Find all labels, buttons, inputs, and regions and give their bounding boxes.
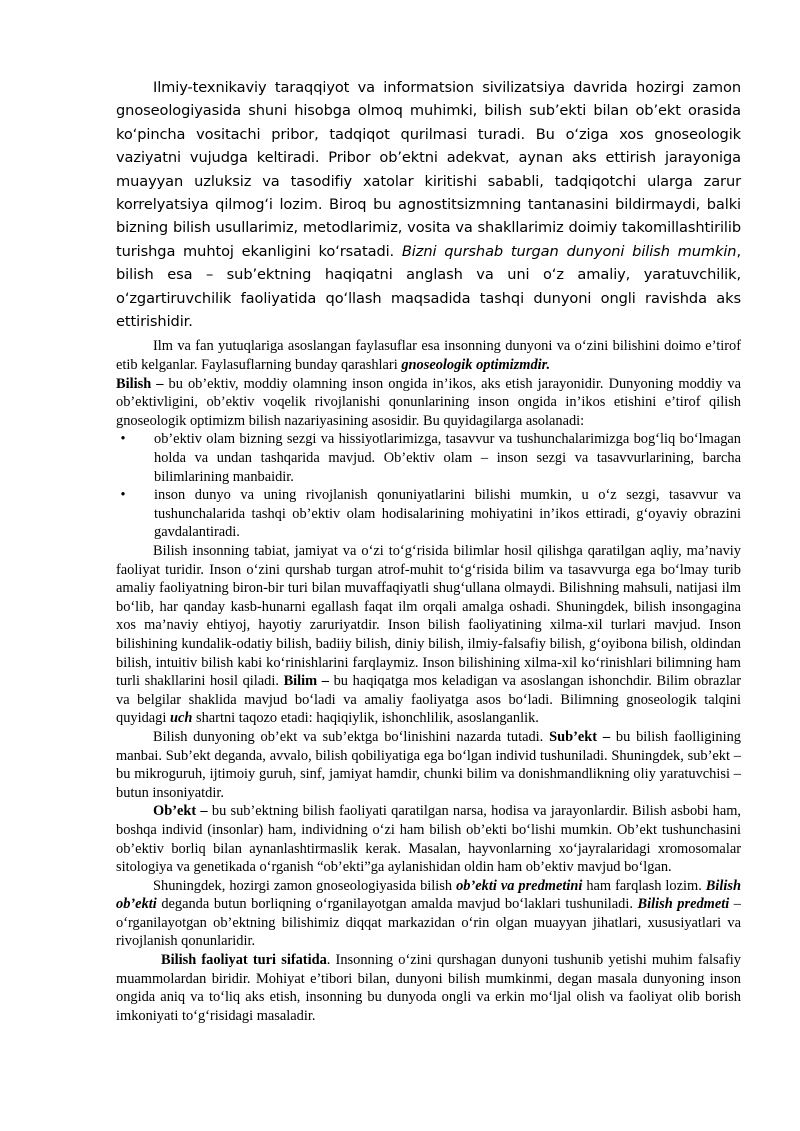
bullet-list bbox=[116, 430, 741, 542]
bullet-text: ob’ektiv olam bizning sezgi va hissiyotlarimizga, tasavvur va tushunchalarimizga bog‘liq bo‘lmagan holda va undan tashqarida mavjud. Ob’ektiv olam – inson sezgi va tasavvurlarining, barcha bilimlarining manbaidir. bbox=[154, 431, 741, 485]
p7-text-a: . Insonning o‘zini qurshagan dunyoni tushunib yetishi muhim falsafiy muammolardan biridir. Mohiyat e’tibori bilan, dunyoni bilish mumkinmi, degan masala dunyoning inson ongida aniq va to‘liq aks etish, insonning bu dunyoda ongli va erkin mo‘ljal olish va faoliyat olib borish imkoniyati to‘g‘risidagi masaladir. bbox=[116, 952, 741, 1024]
bullet-icon: • bbox=[120, 487, 126, 504]
list-item bbox=[120, 430, 741, 486]
list-item bbox=[120, 486, 741, 542]
intro-italic-phrase: Bizni qurshab turgan dunyoni bilish mumkin bbox=[401, 242, 737, 260]
paragraph-activity-type bbox=[116, 951, 741, 1025]
paragraph-optimism bbox=[116, 337, 741, 374]
p6-text-c: deganda butun borliqning o‘rganilayotgan amalda mavjud bo‘laklari tushuniladi. bbox=[156, 896, 638, 913]
intro-paragraph bbox=[116, 76, 741, 333]
p3-text-a: Bilish insonning tabiat, jamiyat va o‘zi to‘g‘risida bilimlar hosil qilishga qaratilgan aqliy, ma’naviy faoliyat turidir. Inson o‘zini qurshab turgan atrof-muhit to‘g‘risida bilim va tasavvurga ega bo‘lmay turib amaliy faoliyatning biron-bir turi bilan muvaffaqiyatli shug‘ullana olmaydi. Bilishning mahsuli, natijasi ilm bo‘lib, har qanday kasb-hunarni egallash faqat ilm orqali amalga oshadi. Shuningdek, bilish insongagina xos ma’naviy ehtiyoj, hayotiy zaruriyatdir. Inson bilish faoliyatining xilma-xil turlari mavjud. Inson bilishining kundalik-odatiy bilish, badiiy bilish, diniy bilish, ilmiy-falsafiy bilish, g‘oyibona bilish, oldindan bilish, intuitiv bilish kabi ko‘rinishlarini farqlaymiz. Inson bilishining xilma-xil ko‘rinishlari bilimning ham turli shakllarini hosil qiladi. bbox=[116, 543, 741, 690]
p3-text-b: bu haqiqatga mos keladigan va asoslangan ishonchdir. Bilim obrazlar va belgilar shaklida mavjud bo‘ladi va amaliy faoliyatga asos bo‘ladi. Bilimning gnoseologik talqini quyidagi bbox=[116, 673, 742, 727]
bullet-icon: • bbox=[120, 431, 126, 448]
paragraph-object bbox=[116, 802, 741, 876]
paragraph-subject bbox=[116, 728, 741, 802]
p5-text-a: bu sub’ektning bilish faoliyati qaratilgan narsa, hodisa va jarayonlardir. Bilish asbobi ham, boshqa individ (insonlar) ham, individning o‘zi ham bilish ob’ekti bo‘lishi mumkin. Ob’ekt tushunchasini ob’ektiv borliq bilan aynanlashtirmaslik kerak. Masalan, hayvonlarning xo‘jayralaridagi xromosomalar sitologiya va genetikada o‘rganish “ob’ekti”ga aylanishidan oldin ham ob’ektiv mavjud bo‘lgan. bbox=[116, 803, 742, 876]
p4-text-b: bu bilish faolligining manbai. Sub’ekt deganda, avvalo, bilish qobiliyatiga ega bo‘lgan individ tushuniladi. Shuningdek, sub’ekt – bu mikroguruh, ijtimoiy guruh, sinf, jamiyat hamdir, chunki bilim va donishmandlikning oliy yaratuvchisi – butun insoniyatdir. bbox=[116, 728, 741, 801]
p6-text-b: ham farqlash lozim. bbox=[582, 877, 706, 894]
p6-term-b: Bilish ob’ekti bbox=[116, 877, 741, 913]
p4-text-a: Bilish dunyoning ob’ekt va sub’ektga bo‘linishini nazarda tutadi. bbox=[153, 728, 550, 745]
p6-term-a: ob’ekti va predmetini bbox=[456, 877, 583, 894]
p5-bold-lead: Ob’ekt – bbox=[153, 803, 208, 820]
p6-term-c: Bilish predmeti bbox=[637, 896, 730, 913]
p6-text-a: Shuningdek, hozirgi zamon gnoseologiyasida bilish bbox=[153, 877, 457, 894]
p4-bold-lead: Sub’ekt – bbox=[549, 728, 611, 745]
p2-text-a: Ilm va fan yutuqlariga asoslangan faylasuflar esa insonning dunyoni va o‘zini bilishini doimo e’tirof etib kelganlar. Faylasuflarning bunday qarashlari bbox=[116, 338, 741, 374]
paragraph-bilish-activity bbox=[116, 542, 741, 728]
p2-term: gnoseologik optimizmdir. bbox=[401, 357, 551, 374]
p2-text-b: bu ob’ektiv, moddiy olamning inson ongida in’ikos, aks etish jarayonidir. Dunyoning moddiy va ob’ektivligini, ob’ektiv voqelik rivojlanishi qonunlarining inson ongida in’ikos etishini e’tirof qilish gnoseologik optimizm bilish nazariyasining asosidir. Bu quyidagilarga asolanadi: bbox=[116, 375, 741, 429]
p6-text-d: – o‘rganilayotgan ob’ektning bilishimiz diqqat markazidan o‘rin olgan muayyan jihatlari, xususiyatlari va rivojlanish qonunlaridir. bbox=[116, 896, 742, 950]
p7-bold-lead: Bilish faoliyat turi sifatida bbox=[161, 952, 327, 969]
p2-bold-lead: Bilish – bbox=[116, 375, 164, 392]
intro-text-c: , bilish esa – sub’ektning haqiqatni anglash va uni o‘z amaliy, yaratuvchilik, o‘zgartiruvchilik faoliyatida qo‘llash maqsadida tashqi dunyoni ongli ravishda aks ettirishidir. bbox=[116, 242, 742, 331]
intro-text-a: Ilmiy-texnikaviy taraqqiyot va informatsion sivilizatsiya davrida hozirgi zamon gnoseologiyasida shuni hisobga olmoq muhimki, bilish sub’ekti bilan ob’ekt orasida ko‘pincha vositachi pribor, tadqiqot qurilmasi turadi. Bu o‘ziga xos gnoseologik vaziyatni vujudga keltiradi. Pribor ob’ektni adekvat, aynan aks ettirish jarayoniga muayyan uzluksiz va tasodifiy xatolar kiritishi sababli, tadqiqotchi ularga zarur korrelyatsiya qilmog‘i lozim. Biroq bu agnostitsizmning tantanasini bildirmaydi, balki bizning bilish usullarimiz, metodlarimiz, vosita va shakllarimiz doimiy takomillashtirilib turishga muhtoj ekanligini ko‘rsatadi. bbox=[116, 79, 741, 260]
paragraph-object-subject-matter bbox=[116, 877, 741, 951]
document-page bbox=[116, 76, 741, 1025]
bullet-text: inson dunyo va uning rivojlanish qonuniyatlarini bilishi mumkin, u o‘z sezgi, tasavvur va tushunchalarida tashqi ob’ektiv olam hodisalarining mohiyatini in’ikos ettiradi, g‘oyaviy obrazini gavdalantiradi. bbox=[154, 487, 741, 541]
paragraph-bilish-definition bbox=[116, 375, 741, 431]
p3-term: uch bbox=[169, 710, 193, 727]
p3-bold-lead: Bilim – bbox=[283, 673, 329, 690]
p3-text-c: shartni taqozo etadi: haqiqiylik, ishonchlilik, asoslanganlik. bbox=[192, 710, 539, 727]
